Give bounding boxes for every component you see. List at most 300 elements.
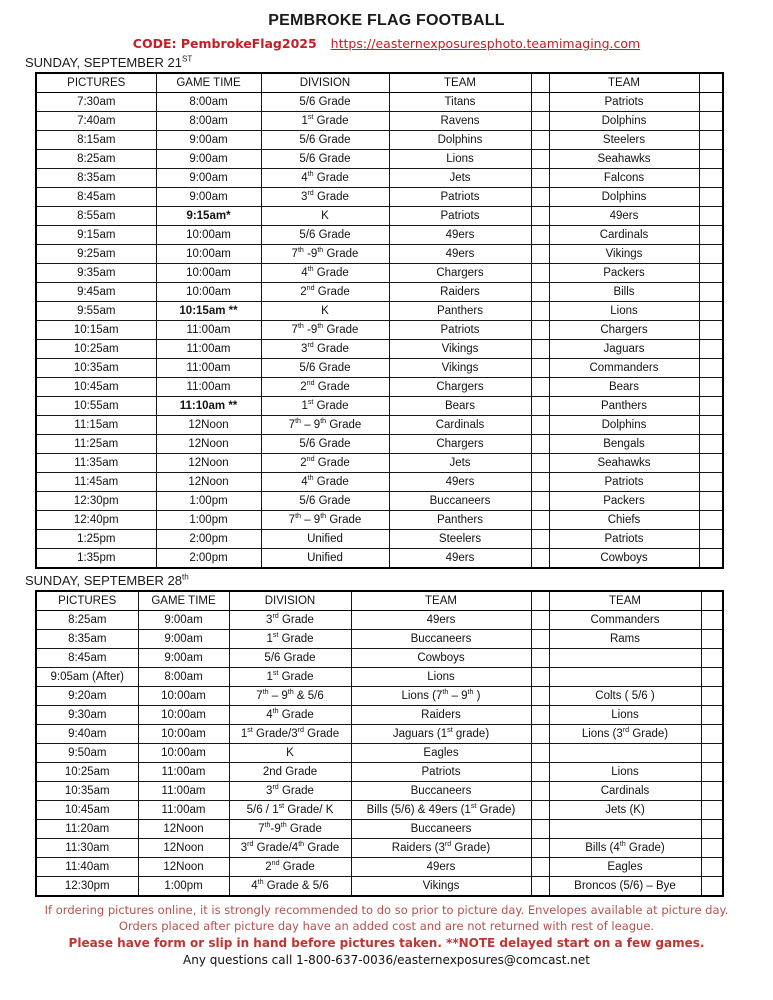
team2-cell: Patriots — [549, 530, 699, 549]
pictures-cell: 11:40am — [36, 858, 138, 877]
team2-cell: Bills — [549, 283, 699, 302]
gap-cell — [699, 283, 723, 302]
footer-note-form-delayed-start: Please have form or slip in hand before pictures taken. **NOTE delayed start on a few games. — [68, 935, 705, 950]
table-row — [36, 93, 723, 112]
division-cell: 5/6 Grade — [261, 150, 389, 169]
division-cell: 2nd Grade — [261, 283, 389, 302]
registration-url-link[interactable]: https://easternexposuresphoto.teamimaging.com — [330, 36, 641, 51]
division-cell: 4th Grade — [261, 169, 389, 188]
gap-cell — [699, 93, 723, 112]
division-cell: Unified — [261, 549, 389, 569]
table-row — [36, 112, 723, 131]
gap-cell — [531, 416, 549, 435]
team1-cell: Dolphins — [389, 131, 531, 150]
team2-cell: Dolphins — [549, 416, 699, 435]
game-time-cell: 9:15am* — [156, 207, 261, 226]
table-row — [36, 630, 723, 649]
pictures-cell: 9:15am — [36, 226, 156, 245]
team1-cell: Chargers — [389, 435, 531, 454]
gap-cell — [699, 207, 723, 226]
gap-cell — [531, 321, 549, 340]
division-cell: K — [261, 302, 389, 321]
team1-cell: Cowboys — [351, 649, 531, 668]
division-header: DIVISION — [229, 591, 351, 611]
game-time-cell: 9:00am — [138, 611, 229, 630]
table-row — [36, 302, 723, 321]
gap-cell — [531, 397, 549, 416]
game-time-cell: 8:00am — [156, 93, 261, 112]
gap-cell — [531, 687, 549, 706]
team2-cell — [549, 744, 701, 763]
team1-cell: 49ers — [351, 858, 531, 877]
table-row — [36, 668, 723, 687]
team2-cell: Steelers — [549, 131, 699, 150]
table-row — [36, 530, 723, 549]
table-row — [36, 321, 723, 340]
game-time-cell: 11:00am — [138, 763, 229, 782]
gap-cell — [531, 359, 549, 378]
gap-cell — [699, 226, 723, 245]
pictures-cell: 8:55am — [36, 207, 156, 226]
game-time-cell: 9:00am — [156, 169, 261, 188]
pictures-cell: 1:35pm — [36, 549, 156, 569]
gap-cell — [531, 744, 549, 763]
pictures-cell: 9:30am — [36, 706, 138, 725]
game-time-cell: 11:00am — [156, 378, 261, 397]
gap-cell — [531, 725, 549, 744]
division-cell: 1st Grade — [229, 668, 351, 687]
table-row — [36, 839, 723, 858]
game-time-cell: 9:00am — [138, 649, 229, 668]
pictures-cell: 10:35am — [36, 782, 138, 801]
gap-cell — [531, 340, 549, 359]
team1-cell: Chargers — [389, 264, 531, 283]
table-row — [36, 283, 723, 302]
team2-cell: Jets (K) — [549, 801, 701, 820]
pictures-cell: 11:45am — [36, 473, 156, 492]
division-cell: 1st Grade — [229, 630, 351, 649]
division-cell: 7th – 9th Grade — [261, 416, 389, 435]
team2-cell: Commanders — [549, 359, 699, 378]
pictures-cell: 9:50am — [36, 744, 138, 763]
gap-cell — [699, 112, 723, 131]
gap-cell — [531, 706, 549, 725]
game-time-cell: 12Noon — [138, 839, 229, 858]
division-cell: 5/6 Grade — [261, 131, 389, 150]
team2-cell: Lions — [549, 302, 699, 321]
table-row — [36, 264, 723, 283]
pictures-cell: 8:45am — [36, 649, 138, 668]
pictures-cell: 10:45am — [36, 378, 156, 397]
footer-notes — [0, 902, 773, 969]
division-cell: 3rd Grade — [229, 611, 351, 630]
gap-cell — [701, 706, 723, 725]
team1-cell: Eagles — [351, 744, 531, 763]
game-time-cell: 10:00am — [138, 744, 229, 763]
division-cell: 7th – 9th & 5/6 — [229, 687, 351, 706]
pictures-cell: 9:40am — [36, 725, 138, 744]
gap-cell — [701, 782, 723, 801]
table-row — [36, 150, 723, 169]
pictures-cell: 8:35am — [36, 169, 156, 188]
table-row — [36, 611, 723, 630]
table-row — [36, 858, 723, 877]
table-row — [36, 416, 723, 435]
table-row — [36, 207, 723, 226]
team1-cell: 49ers — [389, 549, 531, 569]
gap-cell — [531, 877, 549, 897]
gap-cell — [701, 630, 723, 649]
team1-cell: Chargers — [389, 378, 531, 397]
division-cell: 1st Grade — [261, 397, 389, 416]
game-time-cell: 8:00am — [138, 668, 229, 687]
pictures-cell: 9:45am — [36, 283, 156, 302]
table-row — [36, 188, 723, 207]
pictures-cell: 10:45am — [36, 801, 138, 820]
team1-cell: Jets — [389, 169, 531, 188]
gap-cell — [701, 877, 723, 897]
game-time-cell: 10:15am ** — [156, 302, 261, 321]
gap-cell — [701, 725, 723, 744]
gap-cell — [531, 454, 549, 473]
team2-cell: Falcons — [549, 169, 699, 188]
gap-cell — [531, 378, 549, 397]
team2-cell: Seahawks — [549, 150, 699, 169]
header-row — [36, 73, 723, 93]
table-row — [36, 549, 723, 569]
gap-cell — [701, 858, 723, 877]
gap-cell — [531, 150, 549, 169]
team1-cell: Jets — [389, 454, 531, 473]
game-time-cell: 12Noon — [156, 435, 261, 454]
team1-cell: Panthers — [389, 302, 531, 321]
gap-cell — [699, 264, 723, 283]
pictures-cell: 12:40pm — [36, 511, 156, 530]
division-cell: 3rd Grade — [261, 340, 389, 359]
pictures-cell: 11:30am — [36, 839, 138, 858]
division-cell: 7th -9th Grade — [261, 245, 389, 264]
gap-cell — [699, 302, 723, 321]
division-header: DIVISION — [261, 73, 389, 93]
division-cell: 4th Grade & 5/6 — [229, 877, 351, 897]
division-cell: 2nd Grade — [229, 858, 351, 877]
gap-cell — [531, 611, 549, 630]
pictures-cell: 8:45am — [36, 188, 156, 207]
team1-cell: Raiders — [351, 706, 531, 725]
table-row — [36, 763, 723, 782]
table-row — [36, 169, 723, 188]
game-time-cell: 12Noon — [138, 858, 229, 877]
table-row — [36, 245, 723, 264]
pictures-cell: 11:25am — [36, 435, 156, 454]
team2-cell: Lions — [549, 763, 701, 782]
team2-cell: Seahawks — [549, 454, 699, 473]
game-time-cell: 10:00am — [138, 687, 229, 706]
gap-cell — [531, 668, 549, 687]
pictures-cell: 9:55am — [36, 302, 156, 321]
pictures-cell: 7:30am — [36, 93, 156, 112]
team1-cell: 49ers — [389, 473, 531, 492]
pictures-cell: 9:05am (After) — [36, 668, 138, 687]
game-time-cell: 12Noon — [156, 416, 261, 435]
pictures-cell: 10:15am — [36, 321, 156, 340]
pictures-cell: 1:25pm — [36, 530, 156, 549]
division-cell: 2nd Grade — [261, 378, 389, 397]
team1-cell: Patriots — [389, 321, 531, 340]
gap-cell — [531, 435, 549, 454]
division-cell: 3rd Grade — [229, 782, 351, 801]
pictures-cell: 10:35am — [36, 359, 156, 378]
team1-cell: 49ers — [389, 245, 531, 264]
pictures-cell: 9:35am — [36, 264, 156, 283]
gap-cell — [699, 340, 723, 359]
table-row — [36, 226, 723, 245]
team2-cell: Chargers — [549, 321, 699, 340]
gap-header — [701, 591, 723, 611]
team1-cell: Cardinals — [389, 416, 531, 435]
game-time-cell: 10:00am — [156, 264, 261, 283]
gap-cell — [531, 245, 549, 264]
page-title: PEMBROKE FLAG FOOTBALL — [268, 12, 505, 29]
team2-cell: Patriots — [549, 473, 699, 492]
gap-cell — [701, 649, 723, 668]
table-row — [36, 725, 723, 744]
division-cell: 1st Grade/3rd Grade — [229, 725, 351, 744]
team2-cell: Cardinals — [549, 782, 701, 801]
gap-cell — [699, 492, 723, 511]
gap-cell — [701, 801, 723, 820]
pictures-header: PICTURES — [36, 73, 156, 93]
team1-cell: Bills (5/6) & 49ers (1st Grade) — [351, 801, 531, 820]
team2-cell: 49ers — [549, 207, 699, 226]
game-time-cell: 10:00am — [138, 725, 229, 744]
footer-note-online-ordering: If ordering pictures online, it is strongly recommended to do so prior to picture day. Envelopes available at picture day. — [44, 903, 729, 917]
gap-cell — [699, 416, 723, 435]
team1-cell: Steelers — [389, 530, 531, 549]
division-cell: 7th-9th Grade — [229, 820, 351, 839]
division-cell: 2nd Grade — [261, 454, 389, 473]
gap-cell — [531, 801, 549, 820]
gap-cell — [701, 687, 723, 706]
gap-cell — [699, 245, 723, 264]
gap-cell — [531, 530, 549, 549]
gap-cell — [699, 397, 723, 416]
gap-cell — [699, 378, 723, 397]
team1-cell: 49ers — [389, 226, 531, 245]
division-cell: 4th Grade — [261, 264, 389, 283]
section-heading-sept28: SUNDAY, SEPTEMBER 28th — [25, 572, 189, 588]
team2-cell: Colts ( 5/6 ) — [549, 687, 701, 706]
gap-cell — [531, 169, 549, 188]
game-time-cell: 2:00pm — [156, 549, 261, 569]
table-row — [36, 359, 723, 378]
gap-cell — [699, 435, 723, 454]
table-row — [36, 131, 723, 150]
team1-cell: Bears — [389, 397, 531, 416]
gap-cell — [531, 839, 549, 858]
game-time-cell: 10:00am — [156, 245, 261, 264]
game-time-cell: 12Noon — [156, 473, 261, 492]
team2-cell — [549, 649, 701, 668]
gap-cell — [699, 359, 723, 378]
pictures-cell: 9:20am — [36, 687, 138, 706]
team1-cell: Patriots — [389, 188, 531, 207]
gap-cell — [701, 744, 723, 763]
gap-cell — [701, 763, 723, 782]
gap-cell — [701, 611, 723, 630]
team1-cell: Buccaneers — [351, 820, 531, 839]
game-time-cell: 11:00am — [156, 321, 261, 340]
game-time-cell: 11:10am ** — [156, 397, 261, 416]
division-cell: 5/6 Grade — [261, 359, 389, 378]
gap-cell — [699, 454, 723, 473]
team1-cell: Vikings — [351, 877, 531, 897]
team2-header: TEAM — [549, 73, 699, 93]
gap-header — [699, 73, 723, 93]
team2-cell: Bengals — [549, 435, 699, 454]
team2-cell: Lions — [549, 706, 701, 725]
table-row — [36, 687, 723, 706]
team2-cell — [549, 820, 701, 839]
gap-cell — [699, 188, 723, 207]
gap-cell — [699, 473, 723, 492]
gap-cell — [531, 93, 549, 112]
team1-cell: Buccaneers — [351, 630, 531, 649]
gap-cell — [531, 112, 549, 131]
division-cell: 5/6 Grade — [261, 226, 389, 245]
gap-cell — [531, 302, 549, 321]
footer-contact-info: Any questions call 1-800-637-0036/easternexposures@comcast.net — [183, 952, 590, 967]
gap-cell — [531, 473, 549, 492]
pictures-header: PICTURES — [36, 591, 138, 611]
gap-cell — [531, 511, 549, 530]
pictures-cell: 11:35am — [36, 454, 156, 473]
team1-cell: Buccaneers — [351, 782, 531, 801]
team1-header: TEAM — [351, 591, 531, 611]
team1-cell: Panthers — [389, 511, 531, 530]
gap-cell — [699, 511, 723, 530]
gap-cell — [531, 226, 549, 245]
division-cell: 4th Grade — [229, 706, 351, 725]
gap-header — [531, 591, 549, 611]
gap-cell — [531, 782, 549, 801]
pictures-cell: 8:35am — [36, 630, 138, 649]
pictures-cell: 10:55am — [36, 397, 156, 416]
pictures-cell: 11:15am — [36, 416, 156, 435]
team2-cell: Jaguars — [549, 340, 699, 359]
table-row — [36, 340, 723, 359]
division-cell: 5/6 Grade — [261, 492, 389, 511]
team2-header: TEAM — [549, 591, 701, 611]
division-cell: 5/6 Grade — [261, 93, 389, 112]
team2-cell: Lions (3rd Grade) — [549, 725, 701, 744]
pictures-cell: 12:30pm — [36, 492, 156, 511]
gap-cell — [531, 858, 549, 877]
table-row — [36, 649, 723, 668]
game-time-cell: 1:00pm — [138, 877, 229, 897]
pictures-cell: 12:30pm — [36, 877, 138, 897]
gap-header — [531, 73, 549, 93]
division-cell: 3rd Grade/4th Grade — [229, 839, 351, 858]
section-heading-sept21: SUNDAY, SEPTEMBER 21ST — [25, 54, 193, 70]
gap-cell — [699, 150, 723, 169]
division-cell: 3rd Grade — [261, 188, 389, 207]
team2-cell: Panthers — [549, 397, 699, 416]
pictures-cell: 10:25am — [36, 340, 156, 359]
game-time-cell: 12Noon — [138, 820, 229, 839]
gap-cell — [531, 131, 549, 150]
table-row — [36, 511, 723, 530]
game-time-header: GAME TIME — [138, 591, 229, 611]
pictures-cell: 8:25am — [36, 611, 138, 630]
pictures-cell: 7:40am — [36, 112, 156, 131]
game-time-cell: 8:00am — [156, 112, 261, 131]
table-row — [36, 473, 723, 492]
gap-cell — [699, 549, 723, 569]
team2-cell — [549, 668, 701, 687]
division-cell: 5/6 Grade — [261, 435, 389, 454]
team1-cell: Ravens — [389, 112, 531, 131]
gap-cell — [699, 530, 723, 549]
table-row — [36, 706, 723, 725]
gap-cell — [531, 188, 549, 207]
team1-header: TEAM — [389, 73, 531, 93]
game-time-cell: 11:00am — [138, 801, 229, 820]
division-cell: 2nd Grade — [229, 763, 351, 782]
gap-cell — [699, 169, 723, 188]
gap-cell — [701, 820, 723, 839]
team2-cell: Cardinals — [549, 226, 699, 245]
team1-cell: Lions — [351, 668, 531, 687]
game-time-cell: 11:00am — [156, 340, 261, 359]
gap-cell — [701, 839, 723, 858]
gap-cell — [531, 283, 549, 302]
code-line — [0, 36, 773, 51]
gap-cell — [531, 763, 549, 782]
game-time-cell: 11:00am — [156, 359, 261, 378]
team2-cell: Dolphins — [549, 188, 699, 207]
pictures-cell: 11:20am — [36, 820, 138, 839]
table-row — [36, 877, 723, 897]
team1-cell: Lions — [389, 150, 531, 169]
team1-cell: Lions (7th – 9th ) — [351, 687, 531, 706]
game-time-cell: 9:00am — [156, 131, 261, 150]
table-row — [36, 492, 723, 511]
game-time-cell: 10:00am — [138, 706, 229, 725]
game-time-cell: 9:00am — [138, 630, 229, 649]
table-row — [36, 397, 723, 416]
team2-cell: Cowboys — [549, 549, 699, 569]
team1-cell: Patriots — [389, 207, 531, 226]
game-time-cell: 10:00am — [156, 283, 261, 302]
gap-cell — [531, 207, 549, 226]
team1-cell: Vikings — [389, 340, 531, 359]
gap-cell — [699, 321, 723, 340]
gap-cell — [531, 649, 549, 668]
code-label: CODE: PembrokeFlag2025 — [132, 36, 317, 51]
game-time-cell: 10:00am — [156, 226, 261, 245]
game-time-header: GAME TIME — [156, 73, 261, 93]
team1-cell: Jaguars (1st grade) — [351, 725, 531, 744]
gap-cell — [699, 131, 723, 150]
division-cell: K — [229, 744, 351, 763]
gap-cell — [531, 820, 549, 839]
division-cell: 5/6 Grade — [229, 649, 351, 668]
game-time-cell: 12Noon — [156, 454, 261, 473]
table-row — [36, 435, 723, 454]
table-row — [36, 454, 723, 473]
game-time-cell: 9:00am — [156, 188, 261, 207]
